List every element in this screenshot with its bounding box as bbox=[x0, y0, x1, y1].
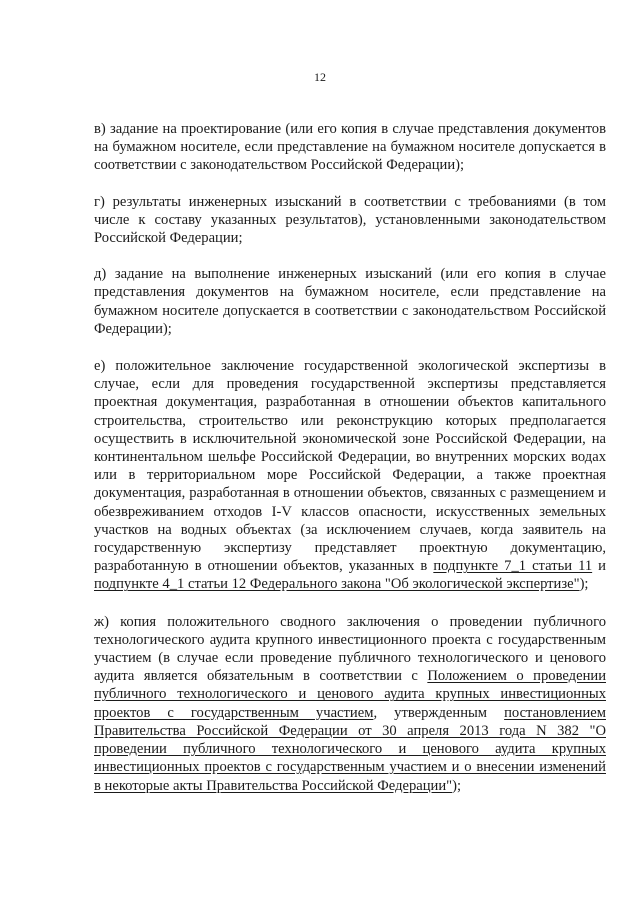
paragraph-zh-end: ); bbox=[452, 777, 462, 794]
paragraph-e-connector: и bbox=[592, 558, 606, 575]
link-postanovlenie-382[interactable]: постановлением Правительства Российской Федерации от 30 апреля 2013 года N 382 "О проведении публичного технологического и ценового аудита крупных инвестиционных проектов с государственным участием и о внесении изменений в некоторые акты Правительства Российской Федерации" bbox=[94, 704, 606, 794]
paragraph-zh-text: ж) копия положительного сводного заключения о проведении публичного технологического аудита крупного инвестиционного проекта с государственным участием (в случае если проведение публичного технологического и ценового аудита является обязательным в соответствии с bbox=[94, 613, 606, 685]
link-podpunkt-4-1-law[interactable]: подпункте 4_1 статьи 12 Федерального закона "Об экологической экспертизе" bbox=[94, 576, 580, 593]
link-polozhenie-audit[interactable]: Положением о проведении публичного технологического и ценового аудита крупных инвестиционных проектов с государственным участием bbox=[94, 668, 606, 721]
paragraph-d: д) задание на выполнение инженерных изысканий (или его копия в случае представления документов на бумажном носителе, если представление на бумажном носителе допускается в соответствии с законодательством Российской Федерации); bbox=[94, 266, 606, 337]
paragraph-zh-connector: , утвержденным bbox=[373, 704, 505, 721]
paragraph-e-end: ); bbox=[579, 576, 589, 593]
document-body bbox=[94, 120, 606, 813]
paragraph-zh bbox=[94, 613, 606, 795]
paragraph-e-text: е) положительное заключение государственной экологической экспертизы в случае, если для проведения государственной экспертизы представляется проектная документация, разработанная в отношении объектов капитального строительства, строительство или реконструкцию которых предполагается осуществить в исключительной экономической зоне Российской Федерации, на континентальном шельфе Российской Федерации, во внутренних морских водах или в территориальном море Российской Федерации, а также проектная документация, разработанная в отношении объектов, связанных с размещением и обезвреживанием отходов I-V классов опасности, искусственных земельных участков на водных объектах (за исключением случаев, когда заявитель на государственную экспертизу представляет проектную документацию, разработанную в отношении объектов, указанных в bbox=[94, 358, 606, 575]
page-number: 12 bbox=[314, 70, 326, 84]
paragraph-g: г) результаты инженерных изысканий в соответствии с требованиями (в том числе к составу указанных результатов), установленными законодательством Российской Федерации; bbox=[94, 193, 606, 247]
paragraph-e bbox=[94, 357, 606, 594]
link-podpunkt-7-1[interactable]: подпункте 7_1 статьи 11 bbox=[433, 558, 593, 575]
paragraph-v: в) задание на проектирование (или его копия в случае представления документов на бумажном носителе, если представление на бумажном носителе допускается в соответствии с законодательством Российской Федерации); bbox=[94, 121, 606, 174]
